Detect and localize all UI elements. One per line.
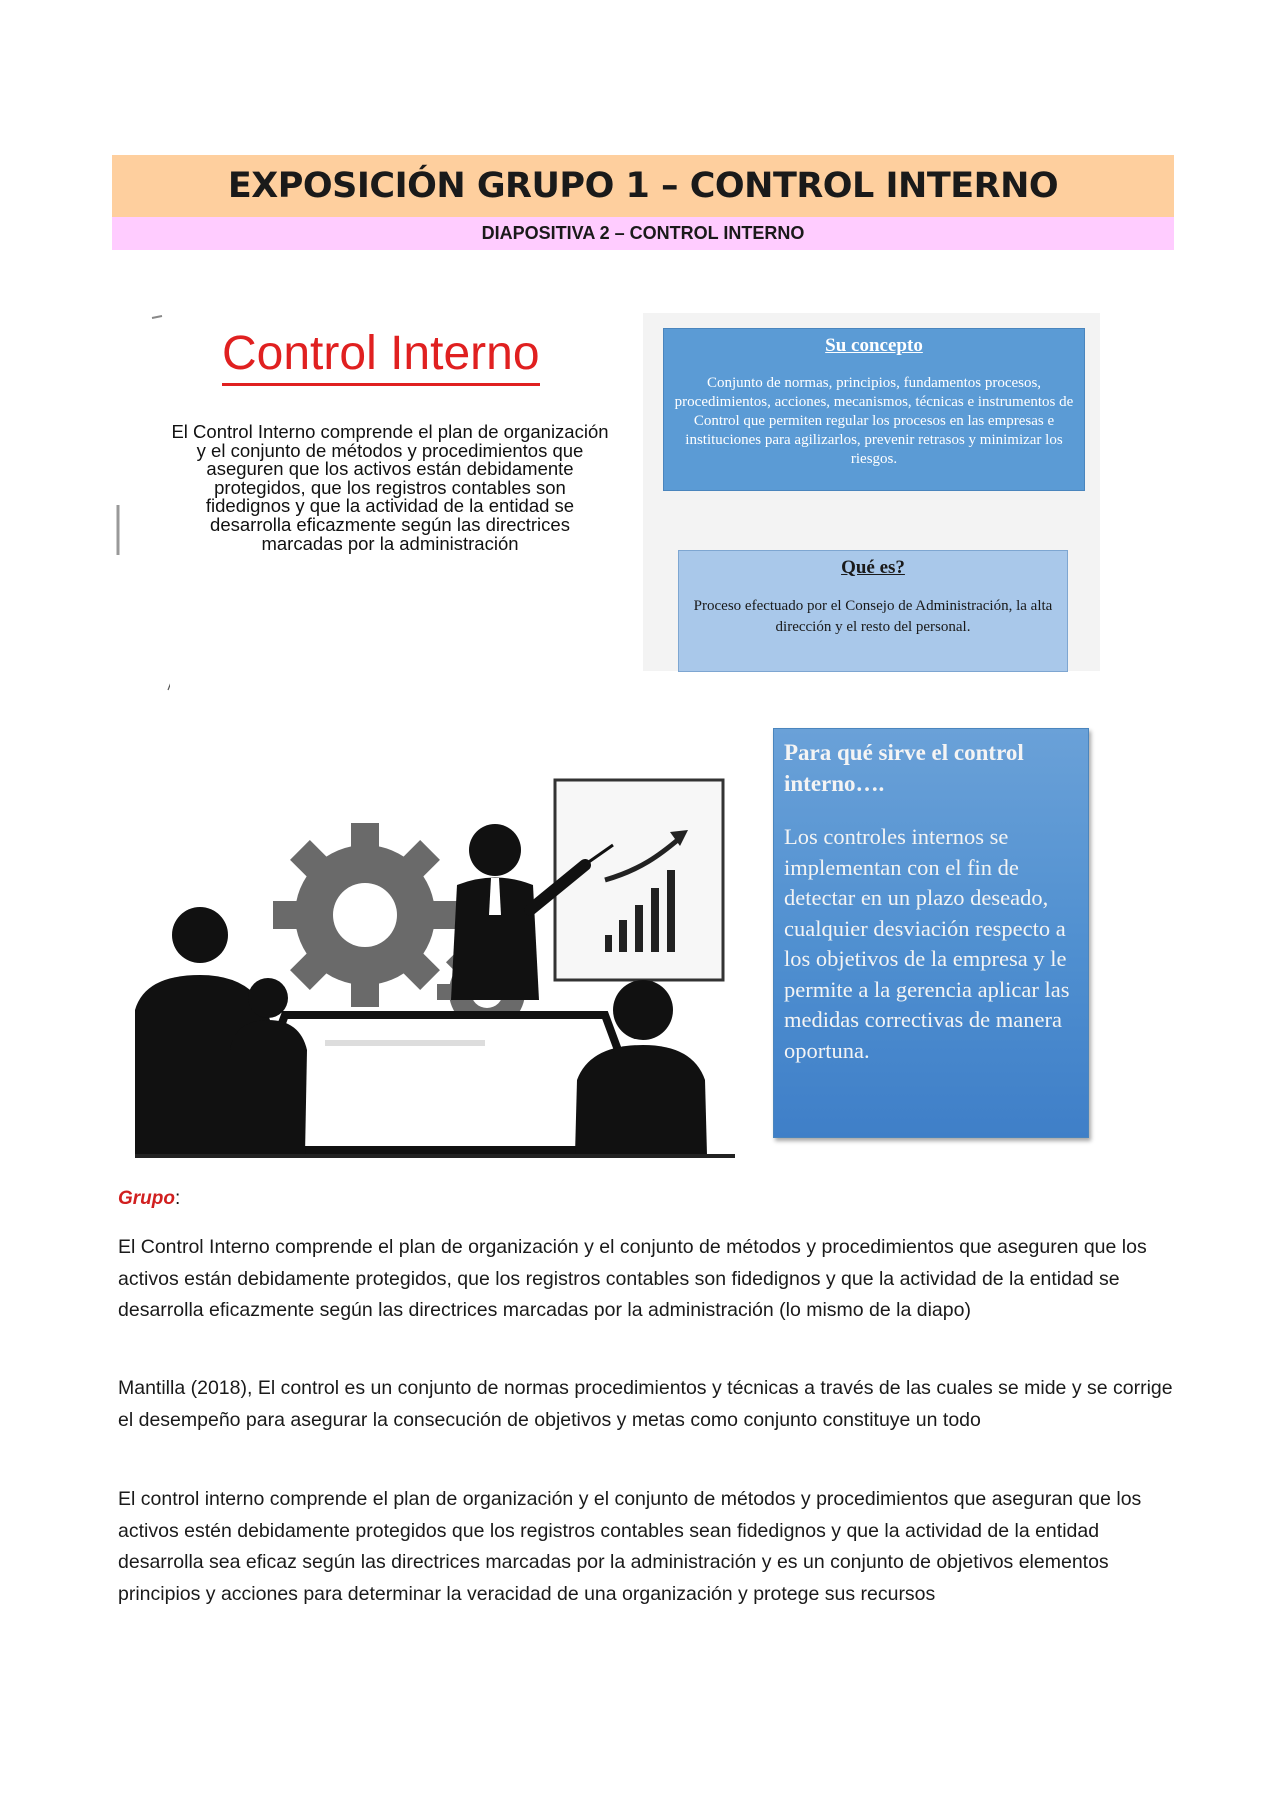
- scan-marks: [110, 310, 170, 710]
- paragraph-1: El Control Interno comprende el plan de organización y el conjunto de métodos y procedimientos que aseguren que los activos están debidamente protegidos, que los registros contables son fidedignos y que la actividad de la entidad se desarrolla eficazmente según las directrices marcadas por la administración (lo mismo de la diapo): [118, 1236, 1147, 1321]
- purpose-text: Los controles internos se implementan con el fin de detectar en un plazo deseado, cualquier desviación respecto a los objetivos de la empresa y le permite a la gerencia aplicar las medidas correctivas de manera oportuna.: [784, 824, 1070, 1063]
- large-gear-icon: [273, 823, 457, 1007]
- presentation-board: [555, 780, 723, 980]
- meeting-illustration: [135, 770, 735, 1160]
- paragraph-3: El control interno comprende el plan de organización y el conjunto de métodos y procedimientos que aseguran que los activos estén debidamente protegidos que los registros contables sean fidedignos y que la actividad de la entidad desarrolla sea eficaz según las directrices marcadas por la administración y es un conjunto de objetivos elementos principios y acciones para determinar la veracidad de una organización y protege sus recursos: [118, 1488, 1142, 1605]
- group-label: [118, 1188, 180, 1210]
- group-label-text: Grupo: [118, 1188, 175, 1209]
- purpose-box: [773, 728, 1089, 1138]
- slide-definition: El Control Interno comprende el plan de organización y el conjunto de métodos y procedimientos que aseguren que los activos están debidamente protegidos, que los registros contables son fidedignos y que la actividad de la entidad se desarrolla eficazmente según las directrices marcadas por la administración: [171, 421, 609, 554]
- concept-box: [663, 328, 1085, 491]
- document-subtitle: DIAPOSITIVA 2 – CONTROL INTERNO: [112, 217, 1174, 250]
- document-title: EXPOSICIÓN GRUPO 1 – CONTROL INTERNO: [112, 155, 1174, 217]
- purpose-title: Para qué sirve el control interno….: [784, 740, 1024, 796]
- paragraph-2: Mantilla (2018), El control es un conjunto de normas procedimientos y técnicas a través de las cuales se mide y se corrige el desempeño para asegurar la consecución de objetivos y metas como conjunto constituye un todo: [118, 1377, 1173, 1431]
- what-is-box: [678, 550, 1068, 672]
- what-is-text: Proceso efectuado por el Consejo de Administración, la alta dirección y el resto del personal.: [693, 598, 1053, 635]
- what-is-title: Qué es?: [841, 557, 905, 578]
- person-right-figure: [575, 980, 707, 1155]
- group-label-suffix: :: [175, 1188, 181, 1209]
- concept-title: Su concepto: [825, 335, 923, 356]
- slide-heading: Control Interno: [222, 328, 540, 386]
- concept-text: Conjunto de normas, principios, fundamentos procesos, procedimientos, acciones, mecanismos, técnicas e instrumentos de Control que permiten regular los procesos en las empresas e instituciones para agilizarlos, prevenir retrasos y minimizar los riesgos.: [674, 375, 1074, 467]
